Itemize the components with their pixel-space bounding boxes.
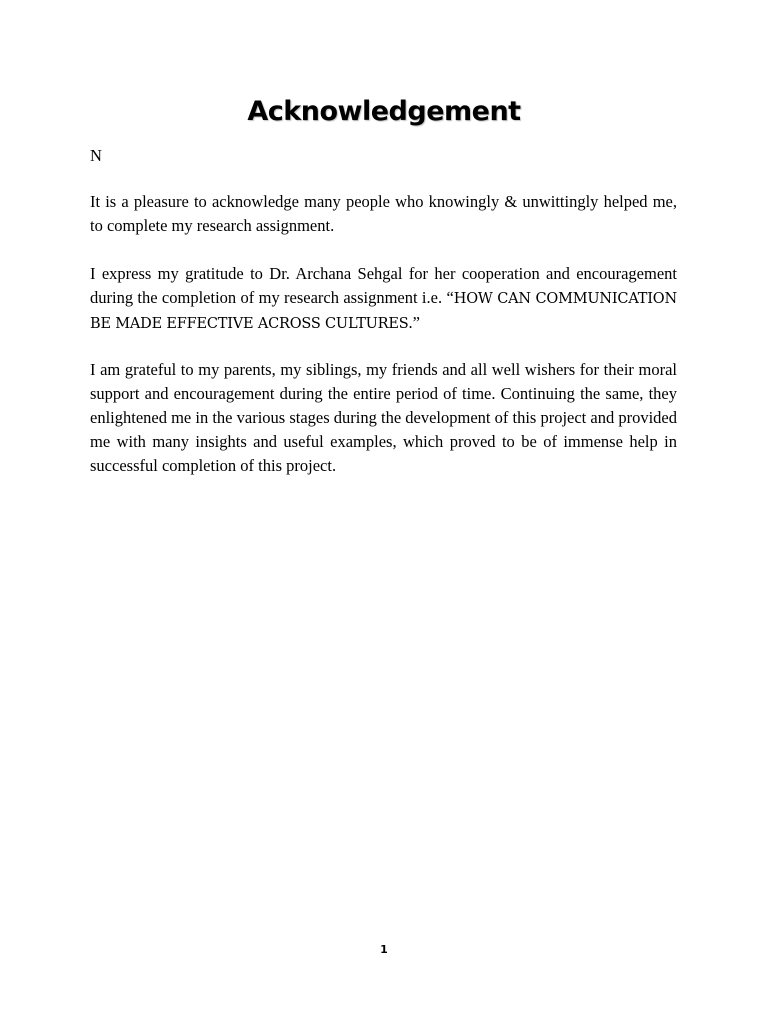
stray-letter: N: [90, 146, 102, 165]
research-topic-title: HOW CAN COMMUNICATION BE MADE EFFECTIVE ACROSS CULTURES: [90, 291, 677, 332]
page-title: Acknowledgement: [247, 96, 521, 127]
paragraph-gratitude: [90, 262, 677, 336]
paragraph-family: I am grateful to my parents, my siblings, my friends and all well wishers for their moral support and encouragement during the entire period of time. Continuing the same, they enlightened me in the various stages during the development of this project and provided me with many insights and useful examples, which proved to be of immense help in successful completion of this project.: [90, 360, 677, 475]
paragraph-gratitude-closing: .”: [408, 313, 420, 332]
paragraph-gratitude-text: I express my gratitude to Dr. Archana Sehgal for her cooperation and encouragement during the completion of my research assignment i.e. “: [90, 264, 677, 307]
page-number: 1: [380, 943, 388, 956]
paragraph-pleasure: It is a pleasure to acknowledge many people who knowingly & unwittingly helped me, to complete my research assignment.: [90, 192, 677, 235]
